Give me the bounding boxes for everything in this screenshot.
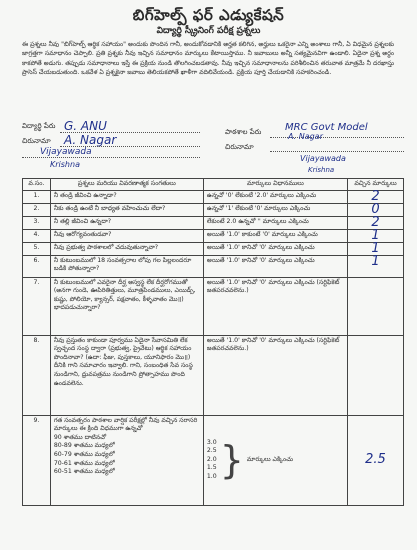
school-city-value[interactable]: Vijayawada	[300, 154, 346, 163]
scale-item: 60-51 శాతము మధ్యలో	[53, 468, 115, 476]
row-rule: అయితే '1.0' కానిచో '0' మార్కులు ఎక్కించు (సర్టిఫికెట్ జతపరచవలెను.)	[203, 335, 347, 415]
row-question: నీ తండ్రి జీవించి ఉన్నాడా?	[50, 190, 203, 203]
row-number: 5.	[23, 242, 51, 255]
table-row	[23, 203, 404, 216]
scale-value: 2.5	[206, 447, 217, 455]
student-name-label: విద్యార్థి పేరు	[22, 122, 56, 130]
score-scale	[207, 439, 344, 482]
form-title: బిగ్‌హెల్ప్ ఫర్ ఎడ్యుకేషన్	[132, 6, 285, 24]
row-number: 4.	[23, 229, 51, 242]
address-label: చిరునామా	[22, 137, 51, 145]
row-question: నీ కుటుంబములో 18 సంవత్సరాల లోపు గల పిల్లలందరూ బడికి పోతున్నారా?	[50, 255, 203, 277]
school-name-label: పాఠశాల పేరు	[225, 128, 262, 136]
header-marking-rule: మార్కులు విధానములు	[203, 179, 347, 191]
instructions-paragraph: ఈ ప్రశ్నలు నీవు "బిగ్‌హెల్ప్ ఆర్థిక సహాయం" అందుకు పొందిన గానీ, అందుకోవడానికి అర్హత కలిగిన, అర్హులు ఒకరైనా ఎన్ని అంశాలు గానీ, ఏ విధమైన ప్రశ్నలకు జాగ్రత్తగా సమాధానం చెప్పాలి. ప్రతి ప్రశ్నకు నీవు ఇచ్చిన సమాధానం మార్కులు కేటాయిస్తాము. నీ జవాబులు అన్నీ సత్యమైనవిగా ఉండాలి. ఏదైనా ప్రశ్న అర్థం కాకపోతే అడుగు. తప్పుడు సమాధానాలు ఇస్తే ఈ ప్రక్రియ నుండి తొలగించబడతావు. నీవు ఇచ్చిన సమాధానాలను పరిశీలించిన తరువాత మాత్రమే నీ దరఖాస్తు ప్రాసెస్ చేయబడుతుంది. ఒకవేళ ఏ ప్రశ్నకైనా జవాబు తెలియకపోతే ఖాళీగా వదిలివేయండి. ప్రక్రియ పూర్తి చేయడానికి సహకరించండి.	[22, 41, 394, 77]
row-question: నీవు ప్రభుత్వ పాఠశాలలో చదువుతున్నావా?	[50, 242, 203, 255]
scale-value: 1.5	[206, 464, 217, 472]
row-rule: అయితే '1.0' కానిచో '0' మార్కులు ఎక్కించు	[203, 242, 347, 255]
questions-table	[22, 178, 404, 506]
school-address-value[interactable]: A. Nagar	[288, 132, 323, 141]
mark-value: 2	[371, 188, 380, 204]
mark-value: 1	[371, 253, 380, 269]
table-row	[23, 190, 404, 203]
table-row	[23, 229, 404, 242]
scale-value: 2.0	[206, 455, 217, 463]
row-question: నీకు తండ్రి ఉంటే నీ బాధ్యత వహించుచు లేదా?	[50, 203, 203, 216]
row-mark[interactable]	[347, 255, 403, 277]
header-serial: వ.సం.	[23, 179, 51, 191]
scale-values	[207, 439, 217, 482]
row-mark[interactable]	[347, 277, 403, 335]
row-number: 9.	[23, 415, 51, 505]
scale-item: 90 శాతము దాటినచో	[53, 433, 107, 441]
mark-value: 0	[371, 201, 380, 217]
row-rule: లేకుంటే 2.0 ఉన్నచో '' మార్కులు ఎక్కించు	[203, 216, 347, 229]
row-question: నీ తల్లి జీవించి ఉన్నదా?	[50, 216, 203, 229]
row-question-block	[50, 415, 203, 505]
row-rule: ఉన్నచో '1' లేకుంటే '0' మార్కులు ఎక్కించు	[203, 203, 347, 216]
mark-value: 2	[371, 214, 380, 230]
table-row	[23, 255, 404, 277]
mark-value: 1	[371, 227, 380, 243]
row-rule: అయితే '1.0' కానిచో '0' మార్కులు ఎక్కించు (సర్టిఫికెట్ జతపరచవలెను.)	[203, 277, 347, 335]
row-number: 6.	[23, 255, 51, 277]
scale-value: 3.0	[206, 438, 217, 446]
form-subtitle: విద్యార్థి స్క్రీనింగ్ పరీక్ష ప్రశ్నలు	[156, 26, 261, 36]
row-number: 7.	[23, 277, 51, 335]
row-question: నీ కుటుంబములో ఎవరైనా దీర్ఘ అస్వస్థ లేక దీర్ఘరోగముతో (అనగా గుండె, ఊపిరితిత్తులు, మూత్రపిండములు, ఎయిడ్స్, కుష్టు, పోలియో, క్యాన్సర్, పక్షవాతం, కీళ్ళవాతం మొ॥) భాదపడుచున్నారా?	[50, 277, 203, 335]
mark-value: 2.5	[365, 452, 386, 468]
scale-value: 1.0	[206, 472, 217, 480]
row-question: నీవు ఆరోగ్యవంతుడవా?	[50, 229, 203, 242]
district-value[interactable]: Krishna	[50, 160, 80, 169]
student-name-value[interactable]: G. ANU	[64, 119, 107, 133]
city-underline	[22, 157, 200, 158]
mark-value: 1	[371, 240, 380, 256]
row-mark[interactable]	[347, 335, 403, 415]
table-row	[23, 242, 404, 255]
table-row	[23, 277, 404, 335]
row-mark[interactable]	[347, 415, 403, 505]
school-district-value[interactable]: Krishna	[308, 166, 335, 174]
table-row	[23, 216, 404, 229]
table-header-row	[23, 179, 404, 191]
row-rule: అయితే '1.0' కాకుంటే '0' మార్కులు ఎక్కించు	[203, 229, 347, 242]
school-name-value[interactable]: MRC Govt Model	[285, 122, 368, 133]
school-address-label: చిరునామా	[225, 143, 254, 151]
table-row	[23, 335, 404, 415]
header-marks-obtained: వచ్చిన మార్కులు	[347, 179, 403, 191]
row-rule: మార్కులు ఎక్కించు	[246, 455, 293, 463]
table-row	[23, 415, 404, 505]
row-question: గత సంవత్సరం పాఠశాల వార్షిక పరీక్షల్లో నీవు వచ్చిన సరాసరి మార్కులు ఈ క్రింది విధముగా ఉన్నచో	[53, 416, 198, 433]
row-question: నీవు ప్రస్తుతం కాకుండా పూర్వము ఏదైనా సేవాసమితి లేక స్వచ్ఛంద సంస్థ ద్వారా (ప్రభుత్వ, ప్రైవేటు) ఆర్థిక సహాయం పొందినావా? (ఉదా: ఫీజు, పుస్తకాలు, యూనిఫారం మొ॥) దీనికి గాని సమాచారం ఇవ్వాలి. గాని, సంబంధిత సేవ సంస్థ నుండిగాని, ధ్రువపత్రము నుండిగాని ప్రోత్సాహము పొంది ఉండవలెను.	[50, 335, 203, 415]
row-number: 8.	[23, 335, 51, 415]
row-rule-block	[203, 415, 347, 505]
scale-item: 60-79 శాతము మధ్యలో	[53, 450, 115, 458]
row-number: 3.	[23, 216, 51, 229]
row-number: 1.	[23, 190, 51, 203]
school-address-underline	[270, 151, 404, 152]
address-value[interactable]: A. Nagar	[64, 133, 117, 147]
row-number: 2.	[23, 203, 51, 216]
scale-item: 80-89 శాతము మధ్యలో	[53, 442, 115, 450]
header-question: ప్రశ్నలు మరియు వివరణాత్మక సంగతులు	[50, 179, 203, 191]
city-value[interactable]: Vijayawada	[40, 147, 92, 157]
brace-icon: }	[219, 438, 244, 483]
scale-item: 70-61 శాతము మధ్యలో	[53, 459, 115, 467]
row-rule: ఉన్నచో '0' లేకుంటే '2.0' మార్కులు ఎక్కించు	[203, 190, 347, 203]
row-rule: అయితే '1.0' కానిచో '0' మార్కులు ఎక్కించు	[203, 255, 347, 277]
